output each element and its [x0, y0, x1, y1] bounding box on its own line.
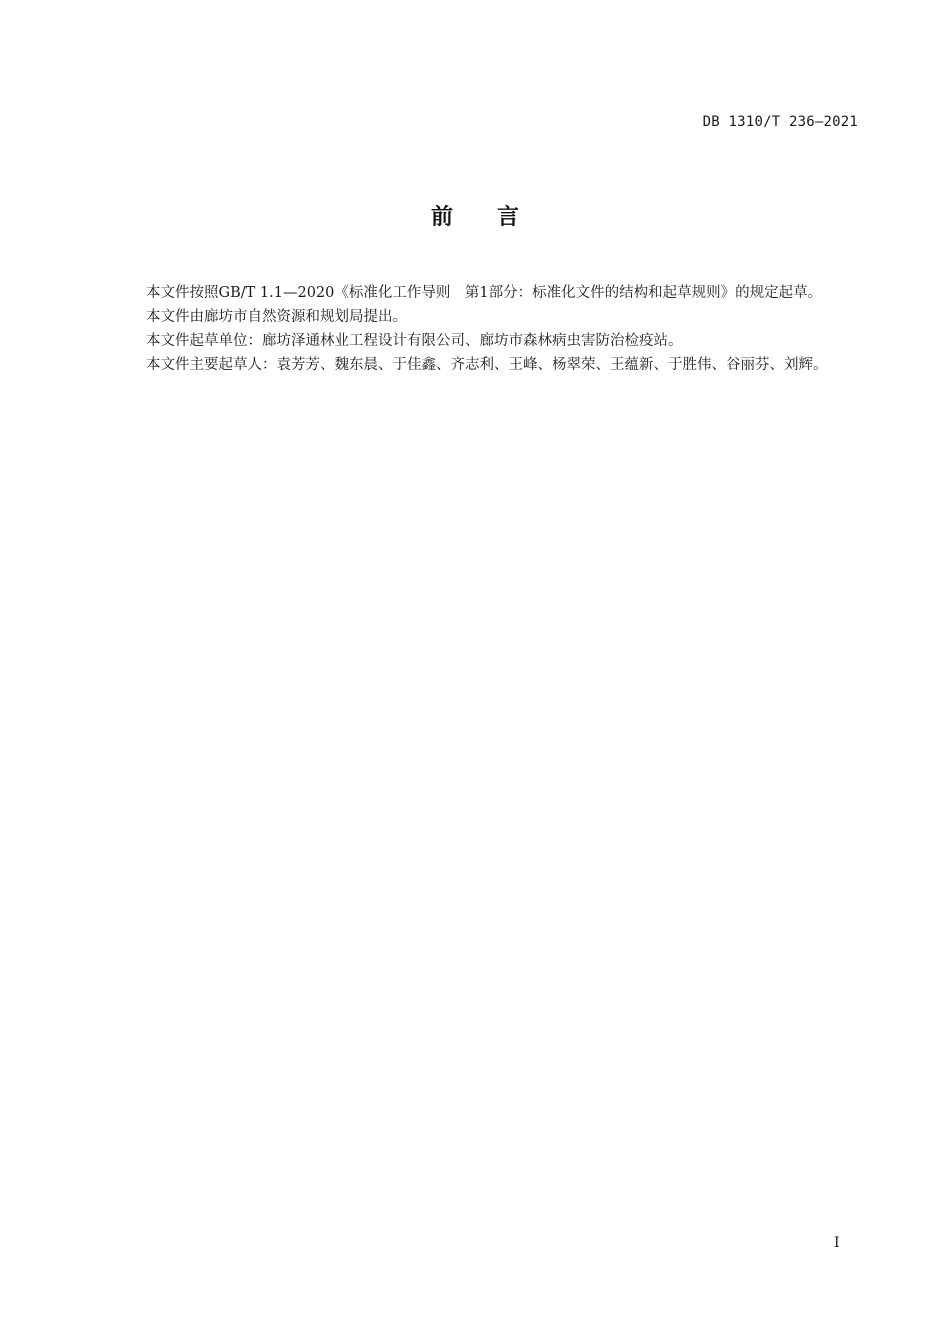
foreword-body — [114, 281, 860, 377]
document-code: DB 1310/T 236—2021 — [702, 114, 858, 130]
paragraph-standard-basis: 本文件按照GB/T 1.1—2020《标准化工作导则 第1部分：标准化文件的结构和起草规则》的规定起草。 — [146, 285, 823, 301]
paragraph-proposer: 本文件由廊坊市自然资源和规划局提出。 — [146, 309, 407, 325]
paragraph-drafters: 本文件主要起草人：袁芳芳、魏东晨、于佳鑫、齐志利、王峰、杨翠荣、王蕴新、于胜伟、谷丽芬、刘辉。 — [146, 357, 828, 373]
title-char-1: 前 — [430, 205, 453, 230]
title-char-2: 言 — [497, 205, 520, 230]
page-number: I — [834, 1235, 840, 1251]
page-title — [0, 200, 950, 231]
paragraph-drafting-units: 本文件起草单位：廊坊泽通林业工程设计有限公司、廊坊市森林病虫害防治检疫站。 — [146, 333, 683, 349]
